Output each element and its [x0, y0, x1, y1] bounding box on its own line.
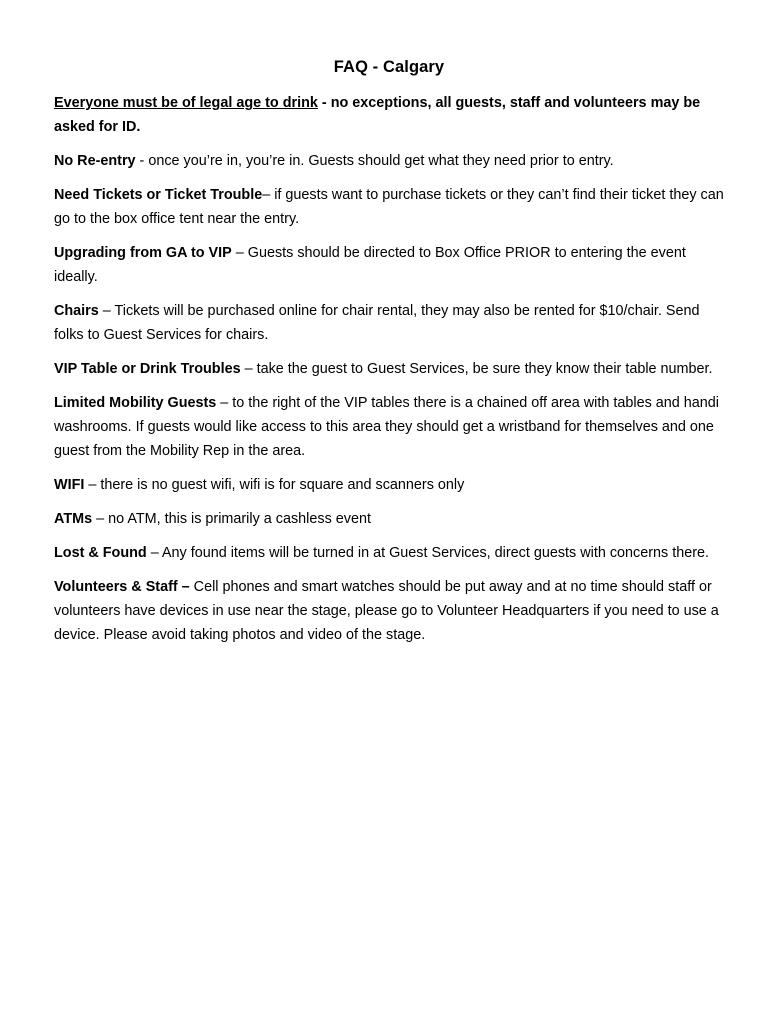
faq-text: – take the guest to Guest Services, be sure they know their table number. [240, 361, 713, 377]
faq-text: Cell phones and smart watches should be put away and at no time should staff or volunteers have devices in use near the stage, please go to Volunteer Headquarters if you need to use a device. Please avoid taking photos and video of the stage. [54, 579, 719, 643]
faq-text: – if guests want to purchase tickets or they can’t find their ticket they can go to the box office tent near the entry. [54, 187, 724, 227]
faq-item-wifi [54, 473, 724, 497]
faq-heading: Lost & Found [54, 545, 147, 561]
faq-item-re-entry [54, 149, 724, 173]
faq-item-lost-found [54, 541, 724, 565]
faq-heading: Volunteers & Staff – [54, 579, 190, 595]
faq-item-limited-mobility [54, 391, 724, 463]
faq-heading: Everyone must be of legal age to drink [54, 95, 318, 111]
faq-item-tickets [54, 183, 724, 231]
faq-text: – Tickets will be purchased online for chair rental, they may also be rented for $10/chair. Send folks to Guest Services for chairs. [54, 303, 700, 343]
page-title: FAQ - Calgary [333, 58, 445, 76]
faq-heading: Upgrading from GA to VIP [54, 245, 232, 261]
document-page [54, 58, 724, 657]
faq-heading: No Re-entry [54, 153, 136, 169]
faq-heading: WIFI [54, 477, 85, 493]
faq-item-chairs [54, 299, 724, 347]
faq-text: – to the right of the VIP tables there is a chained off area with tables and handi washrooms. If guests would like access to this area they should get a wristband for themselves and one guest from the Mobility Rep in the area. [54, 395, 719, 459]
faq-item-atms [54, 507, 724, 531]
faq-heading: Limited Mobility Guests [54, 395, 217, 411]
faq-text: – no ATM, this is primarily a cashless event [92, 511, 371, 527]
faq-text: – Guests should be directed to Box Office PRIOR to entering the event ideally. [54, 245, 686, 285]
faq-heading-suffix: - no exceptions, all guests, staff and volunteers may be asked for ID. [54, 95, 701, 135]
faq-text: – Any found items will be turned in at Guest Services, direct guests with concerns there. [146, 545, 710, 561]
faq-text: – there is no guest wifi, wifi is for square and scanners only [84, 477, 465, 493]
faq-heading: ATMs [54, 511, 93, 527]
faq-heading: VIP Table or Drink Troubles [54, 361, 241, 377]
faq-text: - once you’re in, you’re in. Guests should get what they need prior to entry. [135, 153, 614, 169]
faq-item-vip-table [54, 357, 724, 381]
faq-item-upgrading [54, 241, 724, 289]
faq-item-legal-age [54, 91, 724, 139]
faq-item-volunteers-staff [54, 575, 724, 647]
faq-heading: Need Tickets or Ticket Trouble [54, 187, 263, 203]
faq-heading: Chairs [54, 303, 99, 319]
